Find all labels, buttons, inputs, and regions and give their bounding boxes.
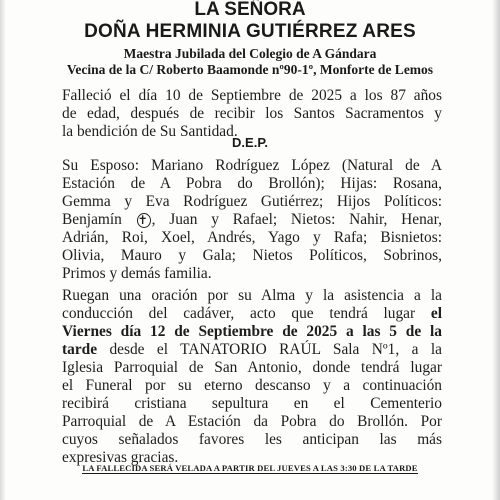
cross-icon: ✝: [137, 213, 151, 228]
funeral-line-2-text: conducción del cadáver, acto que tendrá lugar: [62, 305, 416, 322]
address-line: Vecina de la C/ Roberto Baamonde nº90-1º, Monforte de Lemos: [66, 62, 434, 77]
announcement-line-2: de edad, después de recibir los Santos Sacramentos y: [62, 105, 442, 122]
family-line-7: Primos y demás familia.: [62, 265, 212, 282]
family-line-2: Estación de A Pobra do Brollón); Hijas: Rosana,: [62, 175, 442, 192]
funeral-line-4-text: desde el TANATORIO RAÚL Sala Nº1, a la: [97, 341, 442, 358]
vigil-note: [0, 463, 500, 473]
deceased-name: DOÑA HERMINIA GUTIÉRREZ ARES: [84, 21, 416, 42]
funeral-line-10: expresivas gracias.: [62, 449, 179, 466]
vigil-note-text: LA FALLECIDA SERÁ VELADA A PARTIR DEL JUEVES A LAS 3:30 DE LA TARDE: [82, 463, 418, 473]
death-announcement: [62, 87, 442, 141]
family-paragraph: [62, 157, 442, 283]
funeral-line-5: Iglesia Parroquial de San Antonio, donde tendrá lugar: [62, 359, 442, 376]
funeral-line-8: Parroquial de A Estación da Pobra do Brollón. Por: [62, 413, 442, 430]
funeral-line-6: el Funeral por su eterno descanso y a continuación: [62, 377, 442, 394]
funeral-time-bold: tarde: [62, 341, 98, 358]
family-line-5: Adrián, Roi, Xoel, Andrés, Yago y Rafa; Bisnietos:: [62, 229, 442, 246]
family-line-3: Gemma y Eva Rodríguez Gutiérrez; Hijos Políticos:: [62, 193, 442, 210]
funeral-line-4: [62, 341, 442, 359]
family-name-benjamin: Benjamín: [62, 211, 122, 228]
funeral-line-7: recibirá cristiana sepultura en el Cementerio: [62, 395, 442, 412]
funeral-line-2-bold: el: [430, 305, 442, 322]
family-line-1: Su Esposo: Mariano Rodríguez López (Natural de A: [62, 157, 442, 174]
title-la-senora: LA SEÑORA: [194, 0, 306, 20]
funeral-line-9: cuyos señalados favores les anticipan las más: [62, 431, 442, 448]
profession-line: Maestra Jubilada del Colegio de A Gándara: [123, 46, 377, 61]
funeral-line-1: Ruegan una oración por su Alma y la asistencia a la: [62, 287, 442, 304]
announcement-line-1: Falleció el día 10 de Septiembre de 2025 a los 87 años: [62, 87, 442, 104]
funeral-date-line: Viernes día 12 de Septiembre de 2025 a las 5 de la: [62, 323, 442, 340]
dep-label: D.E.P.: [232, 135, 268, 150]
announcement-line-3: la bendición de Su Santidad.: [62, 123, 238, 140]
funeral-paragraph: [62, 287, 442, 467]
funeral-line-2: [62, 305, 442, 323]
family-line-4-rest: , Juan y Rafael; Nietos: Nahir, Henar,: [151, 211, 442, 228]
family-line-6: Olivia, Mauro y Gala; Nietos Políticos, Sobrinos,: [62, 247, 442, 264]
family-line-4: [62, 211, 442, 229]
